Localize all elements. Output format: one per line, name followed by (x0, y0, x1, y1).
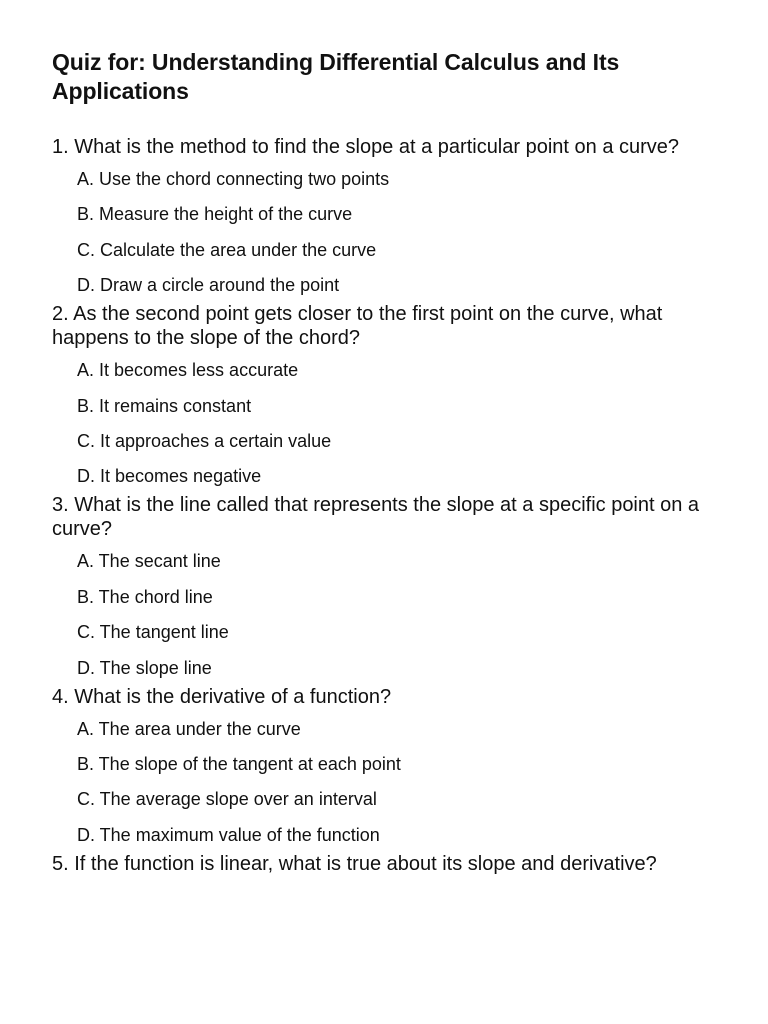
question-1 (52, 135, 708, 296)
option-b: B. The chord line (77, 586, 213, 607)
option-c: C. The average slope over an interval (77, 789, 377, 810)
question-text: 2. As the second point gets closer to the first point on the curve, what happens to the slope of the chord? (52, 303, 663, 350)
option-list (52, 550, 708, 678)
option-b: B. Measure the height of the curve (77, 204, 353, 225)
question-text: 4. What is the derivative of a function? (52, 685, 392, 708)
question-text: 3. What is the line called that represents the slope at a specific point on a curve? (52, 494, 700, 541)
question-4 (52, 685, 708, 846)
option-b: B. It remains constant (77, 395, 252, 416)
option-a: A. Use the chord connecting two points (77, 169, 390, 189)
option-d: D. The maximum value of the function (77, 824, 380, 845)
option-a: A. It becomes less accurate (77, 360, 299, 381)
option-d: D. Draw a circle around the point (77, 275, 340, 296)
option-b: B. The slope of the tangent at each point (77, 753, 401, 774)
option-a: A. The secant line (77, 551, 221, 572)
question-5 (52, 852, 708, 876)
option-d: D. The slope line (77, 657, 212, 678)
question-2 (52, 302, 708, 487)
question-text: 5. If the function is linear, what is true about its slope and derivative? (52, 852, 657, 875)
quiz-title: Quiz for: Understanding Differential Calculus and Its Applications (52, 49, 620, 104)
option-list (52, 168, 708, 296)
option-list (52, 359, 708, 487)
option-c: C. It approaches a certain value (77, 430, 332, 451)
question-3 (52, 493, 708, 678)
option-d: D. It becomes negative (77, 466, 262, 487)
option-c: C. Calculate the area under the curve (77, 239, 377, 260)
option-list (52, 718, 708, 846)
question-text: 1. What is the method to find the slope at a particular point on a curve? (52, 136, 680, 158)
option-c: C. The tangent line (77, 622, 229, 643)
option-a: A. The area under the curve (77, 718, 301, 739)
